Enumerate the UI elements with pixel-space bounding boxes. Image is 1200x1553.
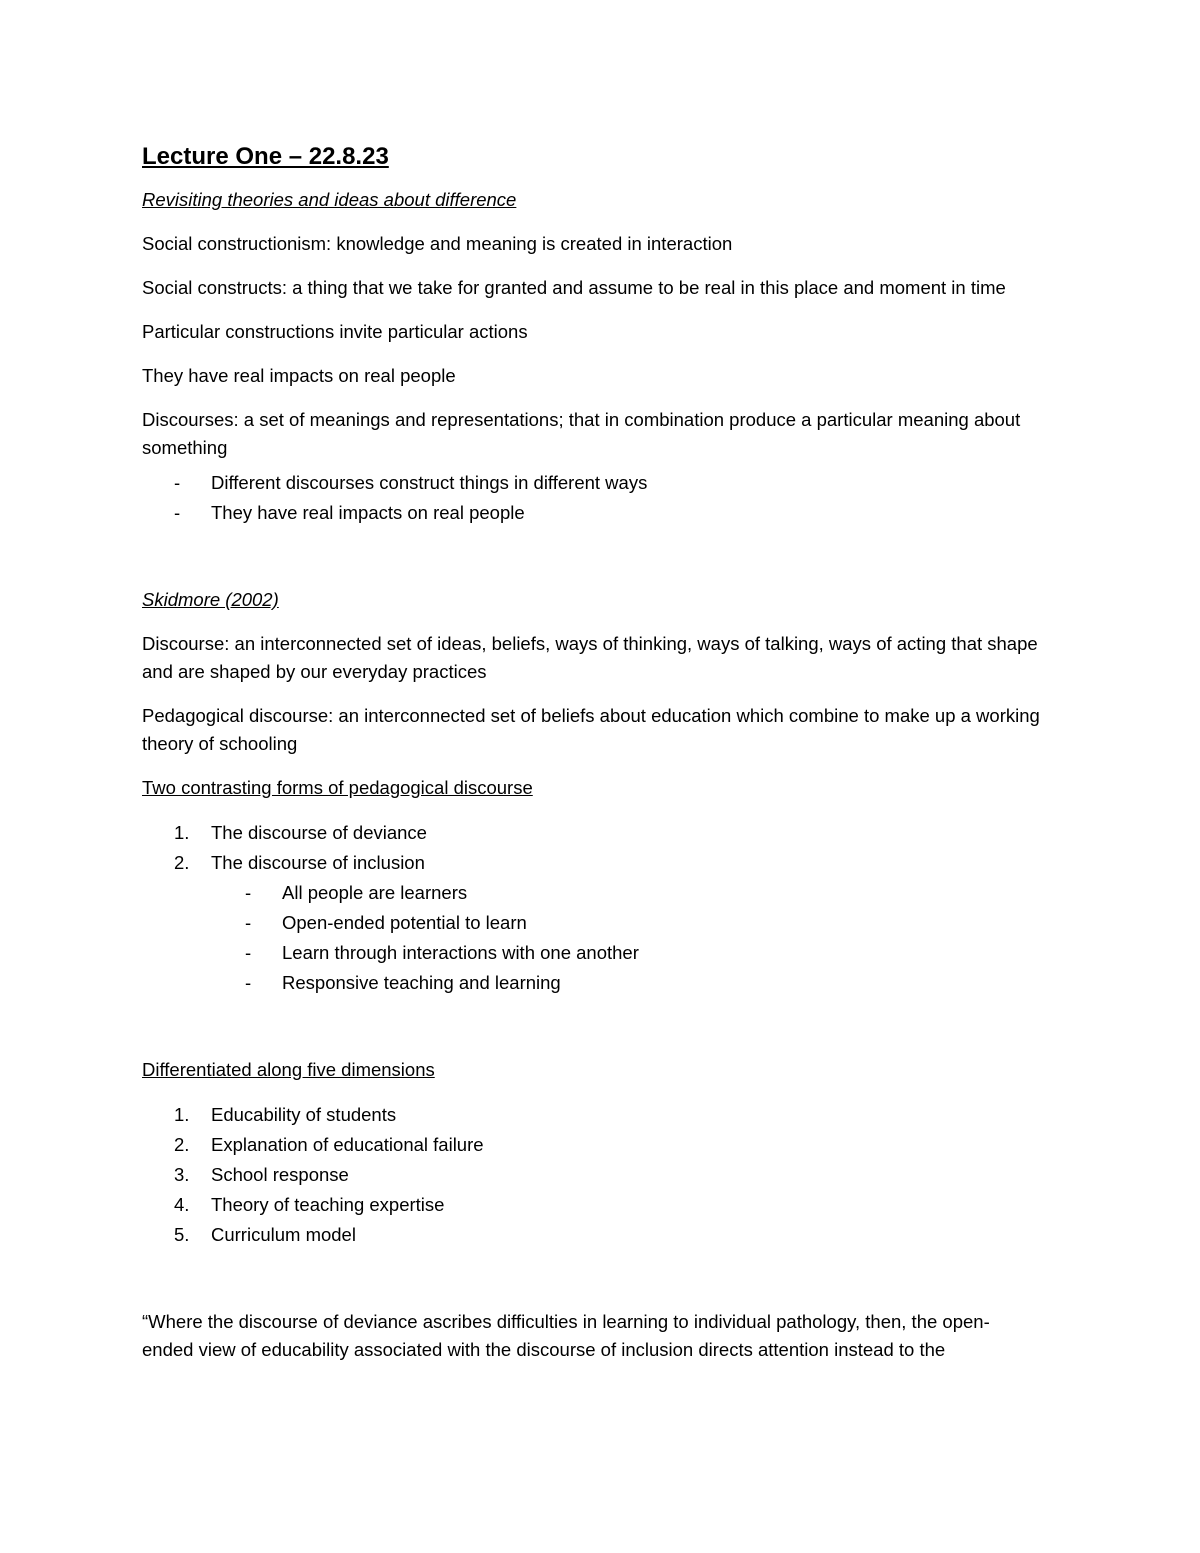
contrasting-forms-list <box>142 818 1052 998</box>
dash-marker: - <box>245 942 252 963</box>
spacer <box>142 1014 1052 1056</box>
list-item <box>142 498 1052 528</box>
list-item-text: Different discourses construct things in different ways <box>211 472 648 493</box>
list-item-text: School response <box>211 1164 349 1185</box>
quote-paragraph <box>142 1308 1052 1364</box>
section-heading-revisiting: Revisiting theories and ideas about difference <box>142 189 517 210</box>
list-item <box>142 848 1052 998</box>
number-marker: 2. <box>174 1134 190 1155</box>
spacer <box>142 544 1052 586</box>
number-marker: 3. <box>174 1164 190 1185</box>
discourses-bullet-list <box>142 468 1052 528</box>
dash-marker: - <box>174 472 181 493</box>
section-heading-five-dimensions: Differentiated along five dimensions <box>142 1059 435 1080</box>
list-item <box>142 938 1052 968</box>
list-item-text: Learn through interactions with one another <box>282 942 639 963</box>
paragraph-discourses: Discourses: a set of meanings and representations; that in combination produce a particular meaning about something <box>142 409 1021 458</box>
paragraph-social-constructs: Social constructs: a thing that we take for granted and assume to be real in this place and moment in time <box>142 277 1006 298</box>
number-marker: 2. <box>174 852 190 873</box>
paragraph-real-impacts: They have real impacts on real people <box>142 365 456 386</box>
list-item <box>142 1100 1052 1130</box>
list-item-text: Open-ended potential to learn <box>282 912 527 933</box>
section-heading-contrasting-forms: Two contrasting forms of pedagogical discourse <box>142 777 533 798</box>
quote-line: “Where the discourse of deviance ascribes difficulties in learning to individual pathology, then, the open- <box>142 1311 990 1332</box>
section-heading-skidmore: Skidmore (2002) <box>142 589 279 610</box>
list-item <box>142 908 1052 938</box>
dash-marker: - <box>174 502 181 523</box>
list-item <box>142 468 1052 498</box>
list-item <box>142 1190 1052 1220</box>
list-item-text: Responsive teaching and learning <box>282 972 561 993</box>
list-item-text: They have real impacts on real people <box>211 502 525 523</box>
list-item-text: The discourse of inclusion <box>211 852 425 873</box>
dash-marker: - <box>245 912 252 933</box>
list-item <box>142 1130 1052 1160</box>
inclusion-bullet-list <box>142 878 1052 998</box>
paragraph-discourse-definition: Discourse: an interconnected set of ideas, beliefs, ways of thinking, ways of talking, ways of acting that shape and are shaped by our everyday practices <box>142 633 1038 682</box>
dimensions-list <box>142 1100 1052 1250</box>
list-item-text: The discourse of deviance <box>211 822 427 843</box>
list-item-text: Curriculum model <box>211 1224 356 1245</box>
list-item <box>142 1220 1052 1250</box>
list-item <box>142 968 1052 998</box>
dash-marker: - <box>245 882 252 903</box>
number-marker: 1. <box>174 822 190 843</box>
list-item-text: Explanation of educational failure <box>211 1134 484 1155</box>
number-marker: 4. <box>174 1194 190 1215</box>
paragraph-particular-constructions: Particular constructions invite particular actions <box>142 321 528 342</box>
number-marker: 5. <box>174 1224 190 1245</box>
spacer <box>142 1266 1052 1308</box>
dash-marker: - <box>245 972 252 993</box>
list-item-text: All people are learners <box>282 882 468 903</box>
list-item <box>142 1160 1052 1190</box>
list-item <box>142 818 1052 848</box>
page-title: Lecture One – 22.8.23 <box>142 143 389 170</box>
paragraph-social-constructionism: Social constructionism: knowledge and meaning is created in interaction <box>142 233 733 254</box>
list-item-text: Educability of students <box>211 1104 397 1125</box>
paragraph-pedagogical-discourse: Pedagogical discourse: an interconnected set of beliefs about education which combine to make up a working theory of schooling <box>142 705 1040 754</box>
list-item-text: Theory of teaching expertise <box>211 1194 445 1215</box>
quote-line: ended view of educability associated with the discourse of inclusion directs attention instead to the <box>142 1339 946 1360</box>
number-marker: 1. <box>174 1104 190 1125</box>
document-body <box>142 140 1052 1364</box>
list-item <box>142 878 1052 908</box>
